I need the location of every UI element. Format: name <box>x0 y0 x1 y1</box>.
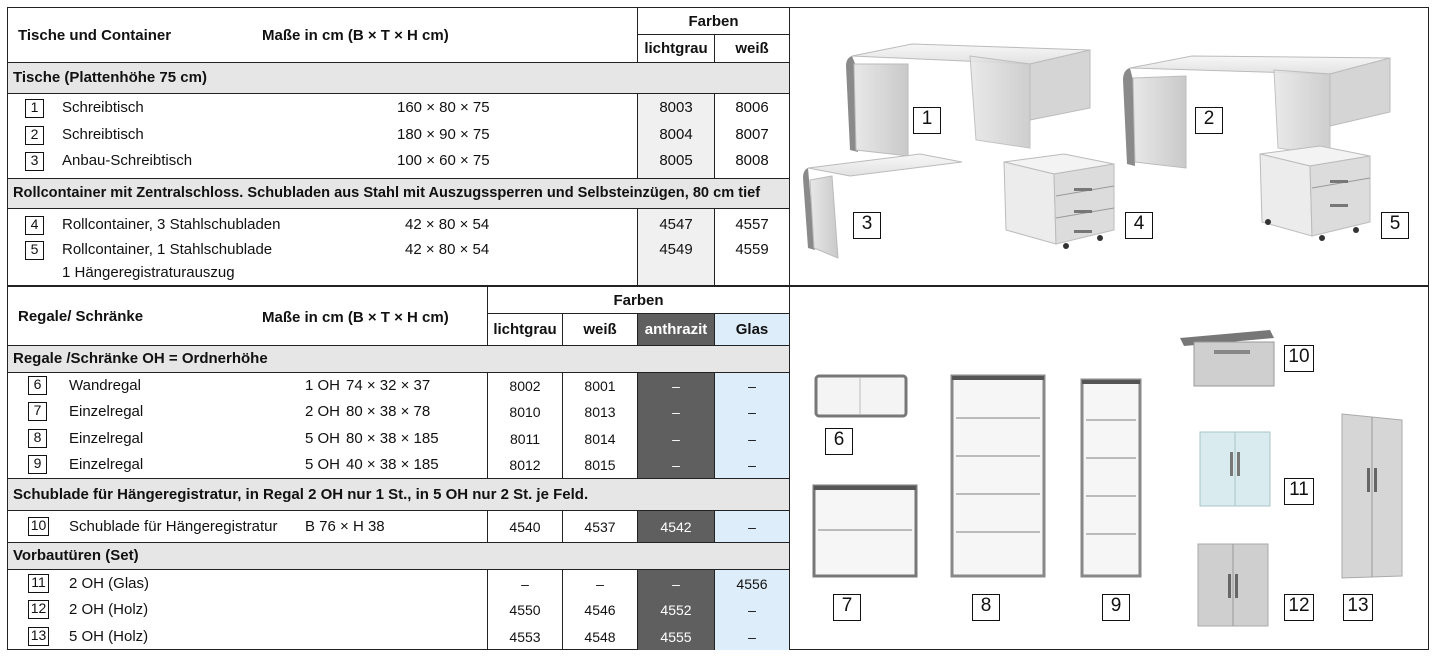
code-anthrazit: 4552 <box>660 602 692 618</box>
bottom-farben: Farben <box>613 292 664 309</box>
item-dims: B 76 × H 38 <box>305 518 385 535</box>
code-anthrazit: – <box>672 378 680 394</box>
code-weiss: 8006 <box>735 99 769 116</box>
code-anthrazit: – <box>672 457 680 473</box>
code-glas: – <box>748 602 756 618</box>
item-number: 10 <box>28 517 49 536</box>
item-number: 13 <box>28 627 49 646</box>
item-dims: 42 × 80 × 54 <box>405 241 490 258</box>
image-label-13: 13 <box>1343 594 1373 621</box>
bottom-title: Regale/ Schränke <box>18 308 144 325</box>
item-number: 4 <box>25 216 44 235</box>
doors-12-image <box>1198 544 1268 626</box>
item-oh: 5 OH <box>305 430 341 447</box>
code-lichtgrau: 8010 <box>509 404 541 420</box>
code-lichtgrau: 4550 <box>509 602 541 618</box>
shelf-7-image <box>814 486 916 576</box>
container-4-image <box>1004 154 1114 249</box>
top-col-weiss: weiß <box>735 40 769 57</box>
code-lichtgrau: 8004 <box>659 126 693 143</box>
code-lichtgrau: – <box>521 576 529 592</box>
item-name: Einzelregal <box>69 456 144 473</box>
item-name: Schublade für Hängeregistratur <box>69 518 278 535</box>
bottom-col-lichtgrau: lichtgrau <box>493 321 557 338</box>
code-anthrazit: – <box>672 576 680 592</box>
code-lichtgrau: 4549 <box>659 241 693 258</box>
item-name: Anbau-Schreibtisch <box>62 152 193 169</box>
glass-doors-11-image <box>1200 432 1270 506</box>
item-name: 2 OH (Holz) <box>69 601 149 618</box>
code-glas: – <box>748 378 756 394</box>
code-weiss: 8014 <box>584 431 616 447</box>
code-weiss: 8013 <box>584 404 616 420</box>
code-weiss: 4548 <box>584 629 616 645</box>
code-lichtgrau: 4540 <box>509 519 541 535</box>
section-schublade: Schublade für Hängeregistratur, in Regal 2 OH nur 1 St., in 5 OH nur 2 St. je Feld. <box>13 486 589 503</box>
image-label-1: 1 <box>913 107 941 134</box>
item-name: Wandregal <box>69 377 141 394</box>
item-dims: 160 × 80 × 75 <box>397 99 490 116</box>
item-dims: 40 × 38 × 185 <box>346 456 439 473</box>
item-name: Schreibtisch <box>62 99 144 116</box>
item-number: 12 <box>28 600 49 619</box>
top-dims-header: Maße in cm (B × T × H cm) <box>262 27 449 44</box>
container-5-image <box>1260 146 1370 241</box>
item-number: 8 <box>28 429 47 448</box>
code-weiss: 8015 <box>584 457 616 473</box>
item-name: Einzelregal <box>69 430 144 447</box>
code-glas: – <box>748 457 756 473</box>
image-label-10: 10 <box>1284 345 1314 372</box>
section-tueren: Vorbautüren (Set) <box>13 547 139 564</box>
doors-13-image <box>1342 414 1402 578</box>
item-name: Rollcontainer, 1 Stahlschublade <box>62 241 273 258</box>
top-col-lichtgrau: lichtgrau <box>644 40 708 57</box>
code-anthrazit: – <box>672 431 680 447</box>
item-number: 2 <box>25 126 44 145</box>
code-glas: – <box>748 404 756 420</box>
image-label-12: 12 <box>1284 594 1314 621</box>
code-lichtgrau: 8002 <box>509 378 541 394</box>
code-weiss: 4537 <box>584 519 616 535</box>
bottom-dims-header: Maße in cm (B × T × H cm) <box>262 309 449 326</box>
item-oh: 5 OH <box>305 456 341 473</box>
code-lichtgrau: 4547 <box>659 216 693 233</box>
wall-shelf-6-image <box>816 376 906 416</box>
image-label-2: 2 <box>1195 107 1223 134</box>
item-dims: 180 × 90 × 75 <box>397 126 490 143</box>
code-glas: – <box>748 431 756 447</box>
code-lichtgrau: 8012 <box>509 457 541 473</box>
item-name: Einzelregal <box>69 403 144 420</box>
code-weiss: 8007 <box>735 126 769 143</box>
item-dims: 74 × 32 × 37 <box>346 377 431 394</box>
item-number: 6 <box>28 376 47 395</box>
shelf-9-image <box>1082 380 1140 576</box>
image-label-3: 3 <box>853 212 881 239</box>
code-weiss: 8001 <box>584 378 616 394</box>
code-lichtgrau: 8003 <box>659 99 693 116</box>
image-label-9: 9 <box>1102 594 1130 621</box>
bottom-col-glas: Glas <box>735 321 769 338</box>
desk-3-image <box>803 154 962 258</box>
code-anthrazit: 4542 <box>660 519 692 535</box>
item-name: Rollcontainer, 3 Stahlschubladen <box>62 216 281 233</box>
item-name: 2 OH (Glas) <box>69 575 150 592</box>
drawer-10-image <box>1180 330 1274 386</box>
code-glas: 4556 <box>736 576 768 592</box>
item-number: 11 <box>28 574 49 593</box>
item-number: 1 <box>25 99 44 118</box>
code-anthrazit: – <box>672 404 680 420</box>
item-name: 5 OH (Holz) <box>69 628 149 645</box>
section-tische: Tische (Plattenhöhe 75 cm) <box>13 69 207 86</box>
item-dims: 100 × 60 × 75 <box>397 152 490 169</box>
image-label-5: 5 <box>1381 212 1409 239</box>
code-weiss: 4557 <box>735 216 769 233</box>
image-label-6: 6 <box>825 428 853 455</box>
item-dims: 42 × 80 × 54 <box>405 216 490 233</box>
code-anthrazit: 4555 <box>660 629 692 645</box>
bottom-col-weiss: weiß <box>583 321 617 338</box>
item-number: 5 <box>25 241 44 260</box>
image-label-7: 7 <box>833 594 861 621</box>
item-number: 9 <box>28 455 47 474</box>
section-regale: Regale /Schränke OH = Ordnerhöhe <box>13 350 268 367</box>
item-number: 7 <box>28 402 47 421</box>
item-oh: 1 OH <box>305 377 341 394</box>
code-glas: – <box>748 519 756 535</box>
item-oh: 2 OH <box>305 403 341 420</box>
item-dims: 80 × 38 × 185 <box>346 430 439 447</box>
item-number: 3 <box>25 152 44 171</box>
code-weiss: – <box>596 576 604 592</box>
code-glas: – <box>748 629 756 645</box>
bottom-col-anthrazit: anthrazit <box>644 321 708 338</box>
item-name-line2: 1 Hängeregistraturauszug <box>62 264 235 281</box>
desk-2-image <box>1123 56 1390 168</box>
desk-1-image <box>846 44 1090 156</box>
code-lichtgrau: 8011 <box>509 431 541 447</box>
furniture-illustrations <box>790 8 1428 649</box>
code-weiss: 4546 <box>584 602 616 618</box>
item-name: Schreibtisch <box>62 126 144 143</box>
shelf-8-image <box>952 376 1044 576</box>
image-label-4: 4 <box>1125 212 1153 239</box>
item-dims: 80 × 38 × 78 <box>346 403 431 420</box>
code-lichtgrau: 8005 <box>659 152 693 169</box>
top-farben: Farben <box>688 13 739 30</box>
code-weiss: 4559 <box>735 241 769 258</box>
image-label-11: 11 <box>1284 478 1314 505</box>
image-label-8: 8 <box>972 594 1000 621</box>
top-title: Tische und Container <box>18 27 172 44</box>
code-weiss: 8008 <box>735 152 769 169</box>
code-lichtgrau: 4553 <box>509 629 541 645</box>
section-container: Rollcontainer mit Zentralschloss. Schubladen aus Stahl mit Auszugssperren und Selbsteinzügen, 80 cm tief <box>13 185 761 201</box>
